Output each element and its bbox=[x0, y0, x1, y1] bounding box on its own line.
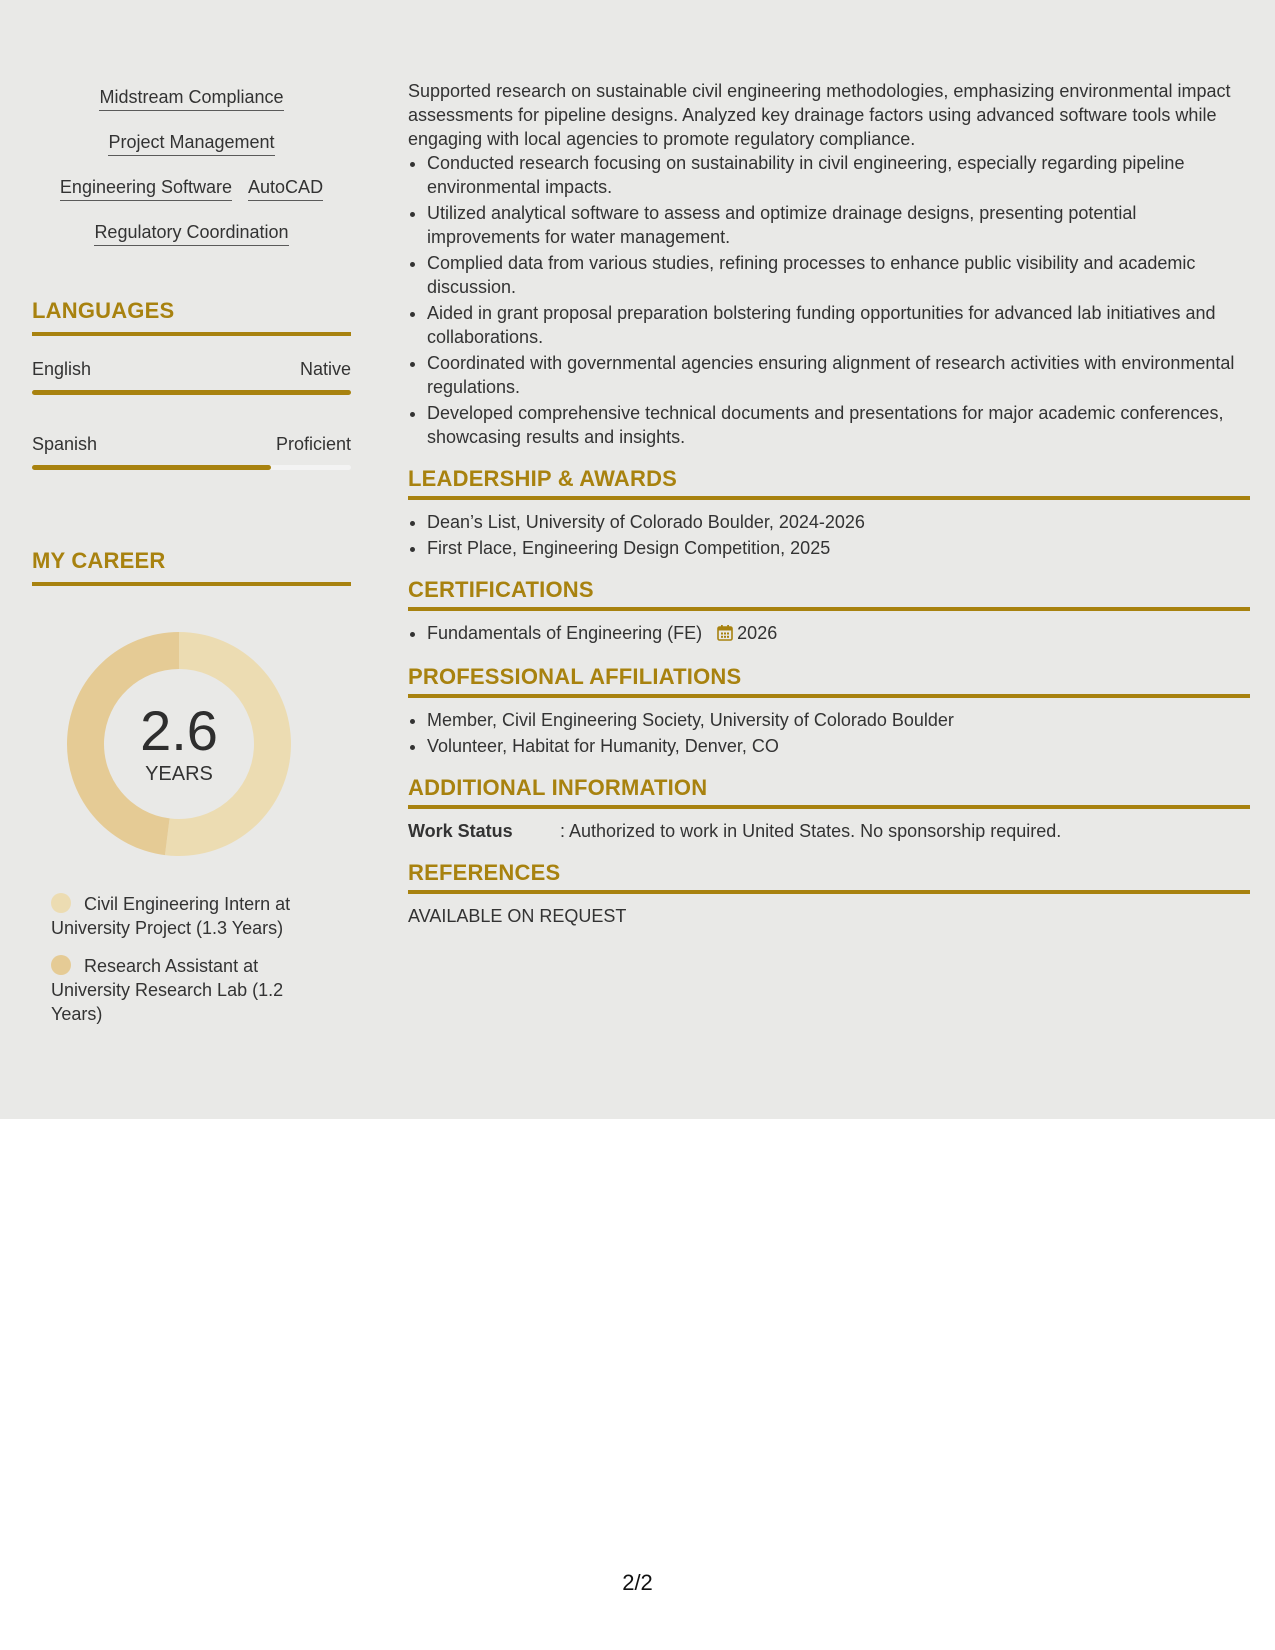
certifications-list bbox=[408, 621, 1250, 647]
leadership-list bbox=[408, 510, 1250, 560]
section-divider bbox=[408, 805, 1250, 809]
work-status-row bbox=[408, 819, 1250, 843]
language-bar bbox=[32, 390, 351, 395]
section-title-certifications: CERTIFICATIONS bbox=[408, 577, 594, 602]
page-number: 2/2 bbox=[622, 1570, 653, 1595]
language-name: English bbox=[32, 359, 92, 379]
language-bar-fill bbox=[32, 465, 271, 470]
certifications-section bbox=[408, 578, 1250, 647]
experience-bullet: • Aided in grant proposal preparation bolstering funding opportunities for advanced lab initiatives and collaborations. bbox=[427, 301, 1250, 349]
skill-tag: Engineering Software bbox=[60, 176, 232, 201]
skill-tag: Regulatory Coordination bbox=[94, 221, 288, 246]
experience-bullet: • Conducted research focusing on sustainability in civil engineering, especially regarding pipeline environmental impacts. bbox=[427, 151, 1250, 199]
certification-item bbox=[427, 621, 1250, 647]
section-title-leadership: LEADERSHIP & AWARDS bbox=[408, 466, 678, 491]
experience-summary: Supported research on sustainable civil engineering methodologies, emphasizing environmental impact assessments for pipeline designs. Analyzed key drainage factors using advanced software tools while engaging with local agencies to promote regulatory compliance. bbox=[408, 81, 1231, 149]
left-column bbox=[32, 86, 351, 1040]
career-donut-chart bbox=[67, 632, 291, 856]
section-divider bbox=[408, 890, 1250, 894]
section-title-affiliations: PROFESSIONAL AFFILIATIONS bbox=[408, 664, 742, 689]
career-total-value: 2.6 bbox=[140, 699, 218, 762]
legend-label: Civil Engineering Intern at University Project (1.3 Years) bbox=[51, 894, 291, 938]
language-level: Proficient bbox=[275, 434, 351, 454]
languages-section bbox=[32, 298, 351, 470]
section-title-references: REFERENCES bbox=[408, 860, 561, 885]
work-status-value: : Authorized to work in United States. No sponsorship required. bbox=[560, 821, 1062, 841]
skill-tag: Project Management bbox=[108, 131, 274, 156]
career-total-unit: YEARS bbox=[145, 763, 213, 785]
experience-bullet: • Utilized analytical software to assess and optimize drainage designs, presenting potential improvements for water management. bbox=[427, 201, 1250, 249]
award-item: • First Place, Engineering Design Competition, 2025 bbox=[427, 536, 1250, 560]
work-status-label: Work Status bbox=[408, 821, 513, 841]
skill-tag: AutoCAD bbox=[248, 176, 323, 201]
certification-date bbox=[717, 623, 777, 643]
certification-year: 2026 bbox=[737, 623, 778, 643]
language-name: Spanish bbox=[32, 434, 98, 454]
references-section bbox=[408, 861, 1250, 928]
legend-label: Research Assistant at University Research Lab (1.2 Years) bbox=[51, 956, 284, 1024]
experience-bullets bbox=[408, 151, 1250, 449]
award-item: • Dean’s List, University of Colorado Boulder, 2024-2026 bbox=[427, 510, 1250, 534]
section-title-languages: LANGUAGES bbox=[32, 298, 175, 323]
career-section bbox=[32, 548, 351, 1026]
language-bar bbox=[32, 465, 351, 470]
language-bar-fill bbox=[32, 390, 351, 395]
legend-dot bbox=[51, 893, 71, 913]
legend-item bbox=[51, 892, 311, 940]
calendar-icon bbox=[717, 623, 733, 647]
section-divider bbox=[408, 496, 1250, 500]
additional-info-section bbox=[408, 776, 1250, 843]
language-item bbox=[32, 433, 351, 470]
section-title-career: MY CAREER bbox=[32, 548, 166, 573]
section-divider bbox=[32, 332, 351, 336]
right-column bbox=[408, 79, 1250, 928]
legend-item bbox=[51, 954, 311, 1026]
experience-bullet: • Coordinated with governmental agencies ensuring alignment of research activities with environmental regulations. bbox=[427, 351, 1250, 399]
leadership-section bbox=[408, 467, 1250, 560]
experience-bullet: • Developed comprehensive technical documents and presentations for major academic conferences, showcasing results and insights. bbox=[427, 401, 1250, 449]
section-divider bbox=[32, 582, 351, 586]
section-divider bbox=[408, 607, 1250, 611]
experience-bullet: • Complied data from various studies, refining processes to enhance public visibility and academic discussion. bbox=[427, 251, 1250, 299]
donut-center bbox=[67, 632, 291, 856]
references-text: AVAILABLE ON REQUEST bbox=[408, 906, 627, 926]
affiliations-list bbox=[408, 708, 1250, 758]
affiliations-section bbox=[408, 665, 1250, 758]
affiliation-item: • Member, Civil Engineering Society, University of Colorado Boulder bbox=[427, 708, 1250, 732]
skills-list bbox=[32, 86, 351, 266]
certification-name: Fundamentals of Engineering (FE) bbox=[427, 623, 703, 643]
career-legend bbox=[51, 892, 311, 1026]
legend-dot bbox=[51, 955, 71, 975]
section-title-additional: ADDITIONAL INFORMATION bbox=[408, 775, 708, 800]
skill-tag: Midstream Compliance bbox=[99, 86, 283, 111]
language-item bbox=[32, 358, 351, 395]
section-divider bbox=[408, 694, 1250, 698]
language-level: Native bbox=[299, 359, 351, 379]
affiliation-item: • Volunteer, Habitat for Humanity, Denver, CO bbox=[427, 734, 1250, 758]
